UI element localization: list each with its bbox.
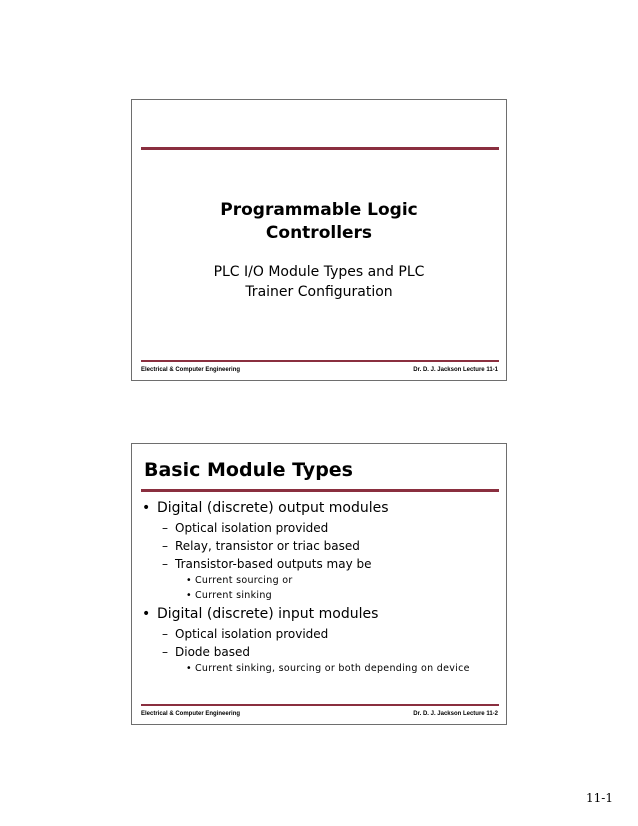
slide-heading: Basic Module Types — [144, 459, 353, 481]
sub-bullet-text: Optical isolation provided — [175, 521, 329, 535]
bullet-marker: • — [142, 606, 151, 622]
sub-bullet-text: Relay, transistor or triac based — [175, 539, 360, 553]
dash-marker: – — [162, 627, 168, 641]
footer-rule — [141, 704, 499, 706]
sub-sub-bullet-item — [186, 573, 500, 588]
bullet-marker: • — [186, 575, 192, 586]
slide-subtitle — [132, 262, 506, 302]
sub-bullet-item — [162, 626, 500, 643]
sub-bullet-item — [162, 556, 500, 573]
sub-bullet-item — [162, 644, 500, 661]
slide-1 — [131, 99, 507, 381]
footer-department: Electrical & Computer Engineering — [141, 711, 241, 717]
title-rule — [141, 147, 499, 150]
bullet-text: Digital (discrete) output modules — [157, 500, 389, 516]
page-number: 11-1 — [586, 791, 613, 805]
bullet-list — [142, 499, 500, 676]
slide-2 — [131, 443, 507, 725]
slide-title-line-1: Programmable Logic — [220, 200, 418, 220]
slide-subtitle-line-2: Trainer Configuration — [245, 284, 393, 300]
footer-lecture: Dr. D. J. Jackson Lecture 11-2 — [413, 711, 498, 717]
footer-rule — [141, 360, 499, 362]
slide-title-line-2: Controllers — [265, 223, 373, 243]
footer-lecture: Dr. D. J. Jackson Lecture 11-1 — [413, 367, 498, 373]
sub-bullet-text: Transistor-based outputs may be — [175, 557, 372, 571]
sub-bullet-text: Optical isolation provided — [175, 627, 329, 641]
heading-rule — [141, 489, 499, 492]
bullet-marker: • — [186, 590, 192, 601]
dash-marker: – — [162, 521, 168, 535]
slide-title — [132, 199, 506, 245]
slide-subtitle-line-1: PLC I/O Module Types and PLC — [213, 264, 425, 280]
bullet-item — [142, 499, 500, 518]
bullet-item — [142, 605, 500, 624]
bullet-marker: • — [186, 663, 192, 674]
sub-sub-bullet-text: Current sinking, sourcing or both depending on device — [195, 663, 470, 674]
sub-bullet-item — [162, 520, 500, 537]
sub-bullet-item — [162, 538, 500, 555]
dash-marker: – — [162, 557, 168, 571]
bullet-marker: • — [142, 500, 151, 516]
dash-marker: – — [162, 645, 168, 659]
sub-sub-bullet-text: Current sourcing or — [195, 575, 293, 586]
sub-sub-bullet-text: Current sinking — [195, 590, 273, 601]
sub-sub-bullet-item — [186, 661, 500, 676]
dash-marker: – — [162, 539, 168, 553]
sub-bullet-text: Diode based — [175, 645, 250, 659]
bullet-text: Digital (discrete) input modules — [157, 606, 379, 622]
footer-department: Electrical & Computer Engineering — [141, 367, 241, 373]
sub-sub-bullet-item — [186, 588, 500, 603]
